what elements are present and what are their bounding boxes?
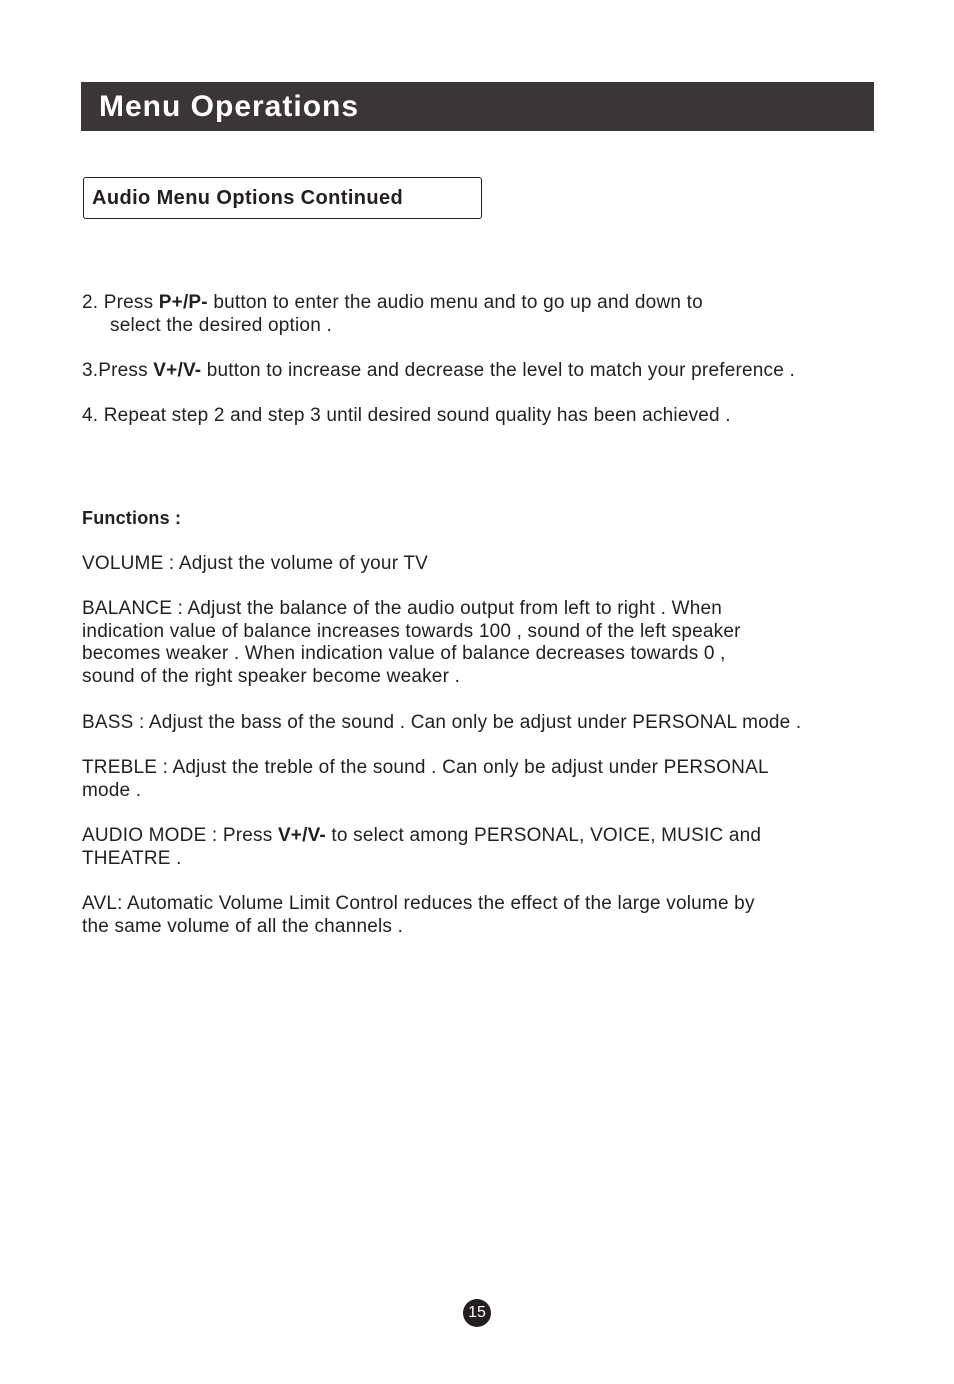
step-2-prefix: 2. Press bbox=[82, 292, 159, 313]
function-avl-line-1: AVL: Automatic Volume Limit Control reduces the effect of the large volume by bbox=[82, 893, 755, 914]
step-3-key: V+/V- bbox=[153, 360, 202, 381]
functions-heading: Functions : bbox=[82, 508, 182, 528]
function-volume: VOLUME : Adjust the volume of your TV bbox=[82, 553, 429, 574]
function-avl-line-2: the same volume of all the channels . bbox=[82, 916, 404, 937]
step-3 bbox=[82, 360, 795, 383]
audio-mode-prefix: AUDIO MODE : Press bbox=[82, 825, 278, 846]
step-2-line-1 bbox=[82, 292, 703, 315]
step-4: 4. Repeat step 2 and step 3 until desired sound quality has been achieved . bbox=[82, 405, 731, 426]
step-2-line-2: select the desired option . bbox=[110, 315, 332, 336]
function-balance-line-4: sound of the right speaker become weaker . bbox=[82, 666, 461, 687]
step-2-text: button to enter the audio menu and to go up and down to bbox=[207, 292, 703, 313]
function-balance-line-1: BALANCE : Adjust the balance of the audio output from left to right . When bbox=[82, 598, 723, 619]
function-treble-line-1: TREBLE : Adjust the treble of the sound . Can only be adjust under PERSONAL bbox=[82, 757, 769, 778]
section-title: Audio Menu Options Continued bbox=[92, 187, 404, 209]
page-title: Menu Operations bbox=[99, 90, 360, 123]
step-3-text: button to increase and decrease the level to match your preference . bbox=[201, 360, 795, 381]
function-balance-line-3: becomes weaker . When indication value of balance decreases towards 0 , bbox=[82, 643, 726, 664]
audio-mode-text: to select among PERSONAL, VOICE, MUSIC and bbox=[325, 825, 762, 846]
step-3-prefix: 3.Press bbox=[82, 360, 154, 381]
section-heading-box bbox=[83, 177, 482, 219]
audio-mode-key: V+/V- bbox=[277, 825, 326, 846]
function-audio-mode-line-1 bbox=[82, 825, 761, 848]
function-treble-line-2: mode . bbox=[82, 780, 142, 801]
function-bass: BASS : Adjust the bass of the sound . Can only be adjust under PERSONAL mode . bbox=[82, 712, 802, 733]
function-balance-line-2: indication value of balance increases towards 100 , sound of the left speaker bbox=[82, 621, 741, 642]
function-audio-mode-line-2: THEATRE . bbox=[82, 848, 182, 869]
page-number-badge: 15 bbox=[463, 1299, 491, 1327]
step-2-key: P+/P- bbox=[158, 292, 208, 313]
page-header-bar bbox=[81, 82, 874, 131]
